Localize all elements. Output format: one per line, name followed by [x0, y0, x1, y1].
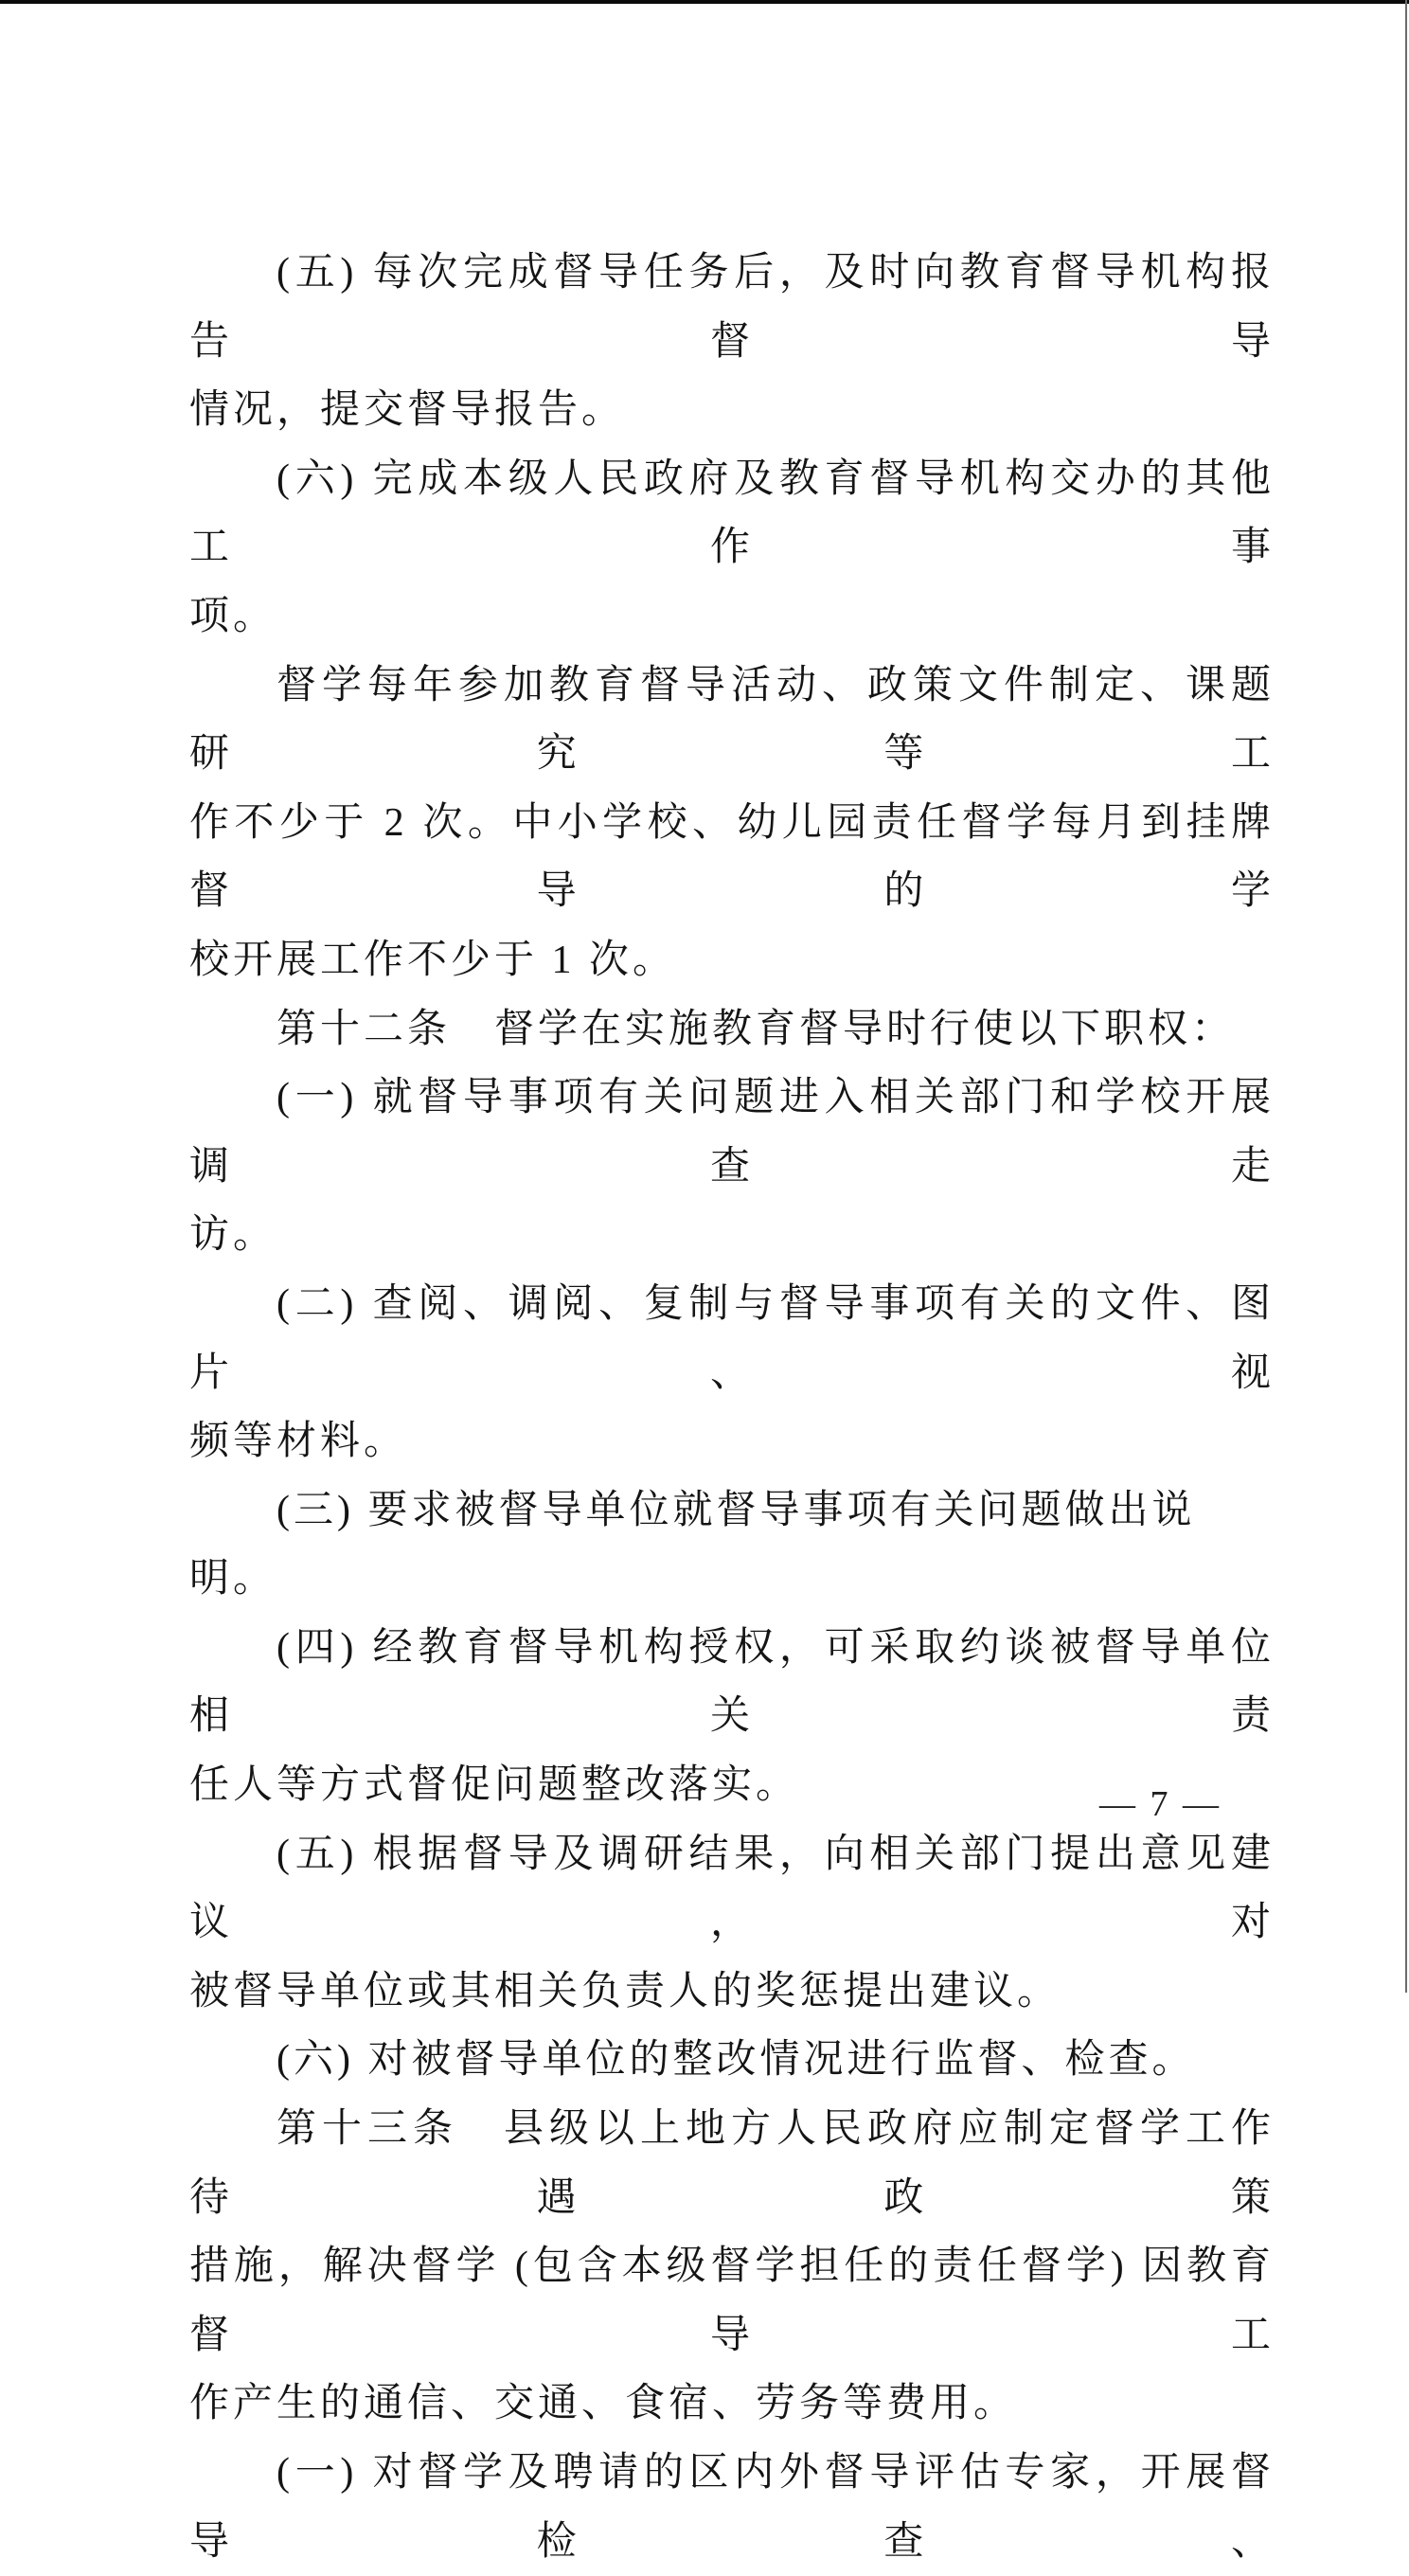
right-edge-line [1405, 0, 1407, 1993]
text-line: 访。 [189, 1213, 277, 1258]
text-line: 作不少于 2 次。中小学校、幼儿园责任督学每月到挂牌督导的学 [189, 800, 1275, 914]
text-line: 被督导单位或其相关负责人的奖惩提出建议。 [189, 1969, 1061, 2013]
text-line: (四) 经教育督导机构授权，可采取约谈被督导单位相关责 [189, 1625, 1275, 1739]
text-line: (五) 每次完成督导任务后，及时向教育督导机构报告督导 [189, 251, 1275, 364]
text-line: 频等材料。 [189, 1420, 408, 1464]
text-line: (五) 根据督导及调研结果，向相关部门提出意见建议，对 [189, 1832, 1275, 1945]
text-line: (二) 查阅、调阅、复制与督导事项有关的文件、图片、视 [189, 1281, 1275, 1395]
document-body [189, 239, 1275, 2576]
text-line: 措施，解决督学 (包含本级督学担任的责任督学) 因教育督导工 [189, 2245, 1275, 2357]
text-line: 作产生的通信、交通、食宿、劳务等费用。 [189, 2382, 1018, 2426]
text-line: (一) 对督学及聘请的区内外督导评估专家，开展督导检查、 [189, 2451, 1275, 2564]
page-number: — 7 — [1099, 1784, 1222, 1824]
text-line: 项。 [189, 594, 277, 638]
text-line: 校开展工作不少于 1 次。 [189, 938, 677, 982]
text-line: 督学每年参加教育督导活动、政策文件制定、课题研究等工 [189, 663, 1275, 777]
text-line: 第十三条 县级以上地方人民政府应制定督学工作待遇政策 [189, 2107, 1275, 2220]
text-line: 情况，提交督导报告。 [189, 388, 626, 433]
text-line: (六) 完成本级人民政府及教育督导机构交办的其他工作事 [189, 456, 1275, 570]
text-line: 任人等方式督促问题整改落实。 [189, 1763, 800, 1808]
text-line: (六) 对被督导单位的整改情况进行监督、检查。 [276, 2038, 1196, 2083]
text-line: (三) 要求被督导单位就督导事项有关问题做出说明。 [189, 1488, 1196, 1601]
text-line: 第十二条 督学在实施教育督导时行使以下职权： [276, 1007, 1236, 1051]
top-edge-bar [0, 0, 1409, 4]
text-line: (一) 就督导事项有关问题进入相关部门和学校开展调查走 [189, 1076, 1275, 1189]
